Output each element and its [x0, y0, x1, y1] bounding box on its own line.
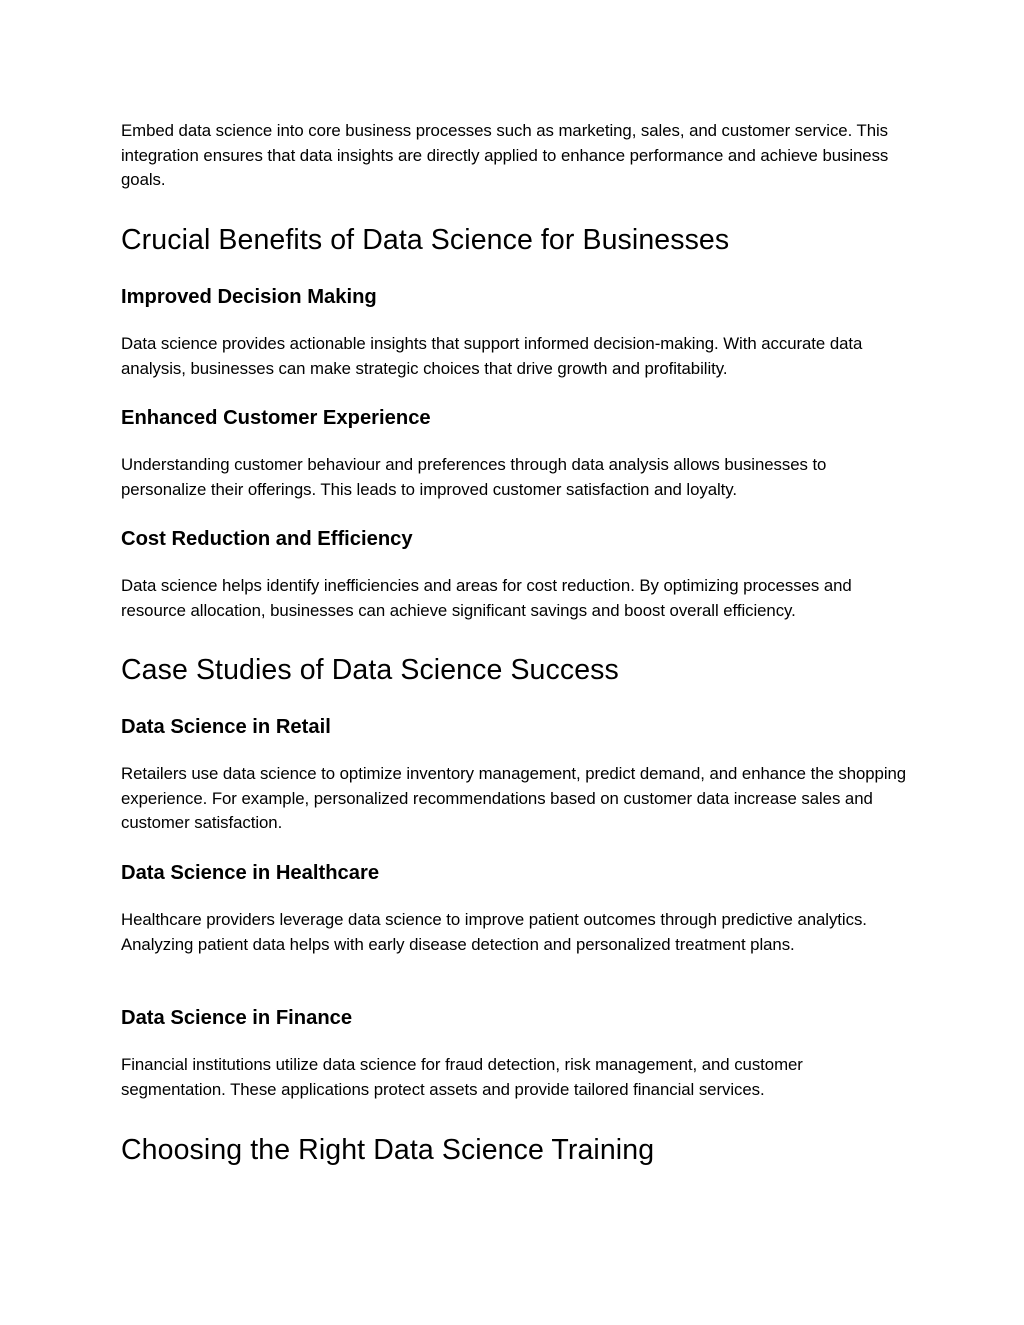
section-heading-training: Choosing the Right Data Science Training [121, 1134, 655, 1166]
section-heading-case-studies: Case Studies of Data Science Success [121, 654, 619, 686]
paragraph-enhanced-customer-experience: Understanding customer behaviour and preferences through data analysis allows businesses to personalize their offerings. This leads to improved customer satisfaction and loyalty. [121, 455, 827, 499]
subheading-enhanced-customer-experience: Enhanced Customer Experience [121, 407, 431, 429]
section-heading-benefits: Crucial Benefits of Data Science for Businesses [121, 224, 730, 256]
paragraph-cost-reduction: Data science helps identify inefficiencies and areas for cost reduction. By optimizing processes and resource allocation, businesses can achieve significant savings and boost overall efficiency. [121, 576, 852, 620]
intro-paragraph: Embed data science into core business processes such as marketing, sales, and customer service. This integration ensures that data insights are directly applied to enhance performance and achieve business goals. [121, 121, 889, 189]
paragraph-improved-decision-making: Data science provides actionable insights that support informed decision-making. With accurate data analysis, businesses can make strategic choices that drive growth and profitability. [121, 334, 863, 378]
subheading-finance: Data Science in Finance [121, 1007, 353, 1029]
paragraph-healthcare: Healthcare providers leverage data science to improve patient outcomes through predictive analytics. Analyzing patient data helps with early disease detection and personalized treatment plans. [121, 910, 867, 954]
paragraph-retail: Retailers use data science to optimize inventory management, predict demand, and enhance the shopping experience. For example, personalized recommendations based on customer data increase sales and customer satisfaction. [121, 764, 907, 832]
paragraph-finance: Financial institutions utilize data science for fraud detection, risk management, and customer segmentation. These applications protect assets and provide tailored financial services. [121, 1055, 803, 1099]
subheading-healthcare: Data Science in Healthcare [121, 862, 380, 884]
subheading-retail: Data Science in Retail [121, 716, 331, 738]
subheading-improved-decision-making: Improved Decision Making [121, 286, 377, 308]
subheading-cost-reduction: Cost Reduction and Efficiency [121, 528, 413, 550]
